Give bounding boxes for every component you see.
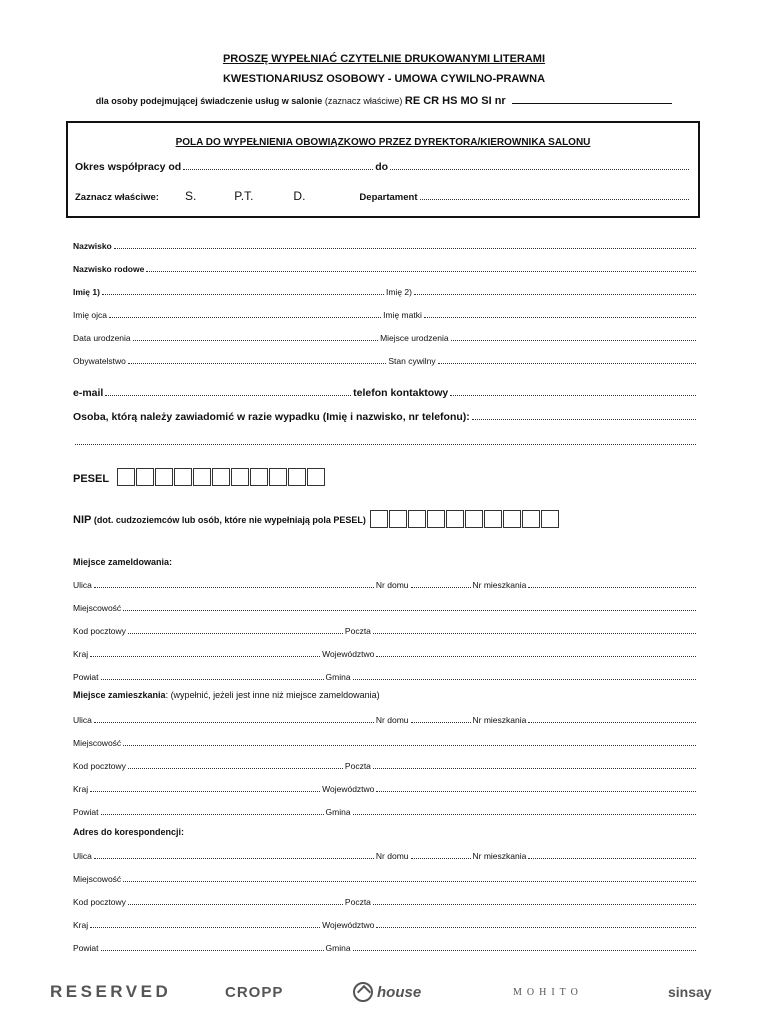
director-section [66, 121, 700, 218]
pesel-row [73, 468, 326, 486]
residence-post-office-label: Poczta [344, 761, 371, 771]
registered-voivodeship-label: Województwo [322, 649, 375, 659]
maiden-name-label: Nazwisko rodowe [73, 264, 145, 274]
nip-digit-box[interactable] [370, 510, 388, 528]
residence-flat-no-field[interactable] [528, 715, 696, 723]
option-d[interactable]: D. [293, 189, 306, 203]
pesel-digit-box[interactable] [288, 468, 306, 486]
period-from-label: Okres współpracy od [75, 161, 182, 173]
birth-date-field[interactable] [133, 333, 378, 341]
registered-post-office-field[interactable] [373, 626, 696, 634]
phone-field[interactable] [450, 388, 696, 396]
house-mark-icon [353, 982, 373, 1002]
registered-city-row [73, 603, 698, 613]
residence-voivodeship-field[interactable] [376, 784, 696, 792]
salon-codes: RE CR HS MO SI nr [404, 95, 506, 107]
correspondence-street-row [73, 851, 698, 861]
house-logo [353, 975, 421, 1009]
correspondence-commune-label: Gmina [325, 943, 351, 953]
nip-boxes [370, 510, 560, 528]
nip-note: (dot. cudzoziemców lub osób, które nie wypełniają pola PESEL) [91, 515, 366, 525]
correspondence-flat-no-field[interactable] [528, 851, 696, 859]
pesel-label: PESEL [73, 473, 110, 485]
citizenship-label: Obywatelstwo [73, 356, 126, 366]
registered-house-no-label: Nr domu [375, 580, 409, 590]
brand-logos [0, 975, 768, 1009]
residence-street-field[interactable] [94, 715, 374, 723]
nip-digit-box[interactable] [484, 510, 502, 528]
emergency-field[interactable] [472, 412, 696, 420]
emergency-field-2[interactable] [75, 437, 696, 445]
residence-address-section-note: : (wypełnić, jeżeli jest inne niż miejsce zameldowania) [165, 690, 380, 700]
pesel-boxes [117, 468, 326, 486]
cooperation-period-row [75, 161, 691, 173]
parents-row [73, 310, 698, 320]
residence-postal-row [73, 761, 698, 771]
period-to-field[interactable] [390, 162, 689, 170]
correspondence-county-field[interactable] [101, 943, 324, 951]
residence-address-section-title: Miejsce zamieszkania [73, 690, 166, 700]
correspondence-country-label: Kraj [73, 920, 89, 930]
marital-status-field[interactable] [438, 356, 696, 364]
registered-post-office-label: Poczta [344, 626, 371, 636]
residence-city-row [73, 738, 698, 748]
registered-voivodeship-field[interactable] [376, 649, 696, 657]
registered-county-field[interactable] [101, 672, 324, 680]
pesel-digit-box[interactable] [250, 468, 268, 486]
pesel-digit-box[interactable] [155, 468, 173, 486]
subtitle-text: dla osoby podejmującej świadczenie usług w salonie [95, 96, 323, 106]
residence-country-field[interactable] [90, 784, 320, 792]
residence-postal-code-label: Kod pocztowy [73, 761, 126, 771]
residence-county-field[interactable] [101, 807, 324, 815]
cropp-logo: CROPP [225, 983, 284, 1001]
maiden-name-row [73, 264, 698, 274]
phone-label: telefon kontaktowy [353, 387, 449, 399]
nip-digit-box[interactable] [503, 510, 521, 528]
residence-voivodeship-label: Województwo [322, 784, 375, 794]
subtitle-note: (zaznacz właściwe) [324, 96, 403, 106]
correspondence-post-office-field[interactable] [373, 897, 696, 905]
pesel-digit-box[interactable] [193, 468, 211, 486]
correspondence-address-section [73, 827, 184, 837]
residence-commune-label: Gmina [325, 807, 351, 817]
residence-postal-code-field[interactable] [128, 761, 343, 769]
residence-country-label: Kraj [73, 784, 89, 794]
father-name-field[interactable] [109, 310, 381, 318]
pesel-digit-box[interactable] [231, 468, 249, 486]
pesel-digit-box[interactable] [136, 468, 154, 486]
house-logo-text: house [377, 983, 422, 1001]
nip-label: NIP (dot. cudzoziemców lub osób, które nie wypełniają pola PESEL) [73, 514, 366, 526]
first-name2-field[interactable] [414, 287, 696, 295]
nip-row [73, 510, 560, 528]
form-instruction-heading: PROSZĘ WYPEŁNIAĆ CZYTELNIE DRUKOWANYMI LITERAMI [222, 53, 546, 65]
registered-county-row [73, 672, 698, 682]
registered-country-field[interactable] [90, 649, 320, 657]
registered-city-field[interactable] [123, 603, 696, 611]
form-subtitle [0, 95, 768, 107]
first-name1-label: Imię 1) [73, 287, 100, 297]
emergency-row [73, 411, 698, 423]
residence-flat-no-label: Nr mieszkania [472, 715, 527, 725]
correspondence-city-label: Miejscowość [73, 874, 122, 884]
residence-county-row [73, 807, 698, 817]
citizenship-row [73, 356, 698, 366]
pesel-digit-box[interactable] [212, 468, 230, 486]
emergency-row-2 [73, 437, 698, 445]
registered-address-section [73, 557, 172, 567]
correspondence-flat-no-label: Nr mieszkania [472, 851, 527, 861]
birth-place-field[interactable] [451, 333, 696, 341]
mother-name-field[interactable] [424, 310, 696, 318]
residence-house-no-label: Nr domu [375, 715, 409, 725]
surname-label: Nazwisko [73, 241, 112, 251]
correspondence-city-row [73, 874, 698, 884]
correspondence-address-section-title: Adres do korespondencji: [73, 827, 185, 837]
nip-digit-box[interactable] [541, 510, 559, 528]
father-name-label: Imię ojca [73, 310, 108, 320]
registered-flat-no-label: Nr mieszkania [472, 580, 527, 590]
first-name1-field[interactable] [102, 287, 384, 295]
registered-postal-code-label: Kod pocztowy [73, 626, 126, 636]
correspondence-city-field[interactable] [123, 874, 696, 882]
correspondence-postal-code-label: Kod pocztowy [73, 897, 126, 907]
nip-digit-box[interactable] [408, 510, 426, 528]
correspondence-country-field[interactable] [90, 920, 320, 928]
surname-field[interactable] [114, 241, 696, 249]
sinsay-logo: sinsay [668, 984, 712, 1000]
correspondence-voivodeship-field[interactable] [376, 920, 696, 928]
correspondence-house-no-field[interactable] [411, 851, 471, 859]
nip-digit-box[interactable] [446, 510, 464, 528]
registered-street-field[interactable] [94, 580, 374, 588]
registered-country-row [73, 649, 698, 659]
emergency-label: Osoba, którą należy zawiadomić w razie wypadku (Imię i nazwisko, nr telefonu): [73, 411, 470, 423]
registered-street-row [73, 580, 698, 590]
birth-place-label: Miejsce urodzenia [380, 333, 449, 343]
maiden-name-field[interactable] [146, 264, 696, 272]
residence-address-section [73, 690, 380, 700]
correspondence-commune-field[interactable] [353, 943, 696, 951]
contact-row [73, 387, 698, 399]
residence-country-row [73, 784, 698, 794]
residence-house-no-field[interactable] [411, 715, 471, 723]
mohito-logo: MOHITO [513, 986, 583, 998]
registered-commune-field[interactable] [353, 672, 696, 680]
correspondence-house-no-label: Nr domu [375, 851, 409, 861]
email-field[interactable] [105, 388, 351, 396]
residence-city-field[interactable] [123, 738, 696, 746]
pesel-digit-box[interactable] [307, 468, 325, 486]
surname-row [73, 241, 698, 251]
correspondence-county-row [73, 943, 698, 953]
birth-row [73, 333, 698, 343]
salon-number-field[interactable] [512, 96, 672, 104]
correspondence-postal-code-field[interactable] [128, 897, 343, 905]
nip-digit-box[interactable] [427, 510, 445, 528]
reserved-logo: RESERVED [50, 982, 172, 1001]
marital-status-label: Stan cywilny [388, 356, 436, 366]
registered-country-label: Kraj [73, 649, 89, 659]
pesel-digit-box[interactable] [174, 468, 192, 486]
pesel-digit-box[interactable] [269, 468, 287, 486]
registered-postal-row [73, 626, 698, 636]
mark-label: Zaznacz właściwe: [75, 192, 159, 203]
registered-postal-code-field[interactable] [128, 626, 343, 634]
correspondence-country-row [73, 920, 698, 930]
first-names-row [73, 287, 698, 297]
nip-digit-box[interactable] [389, 510, 407, 528]
correspondence-post-office-label: Poczta [344, 897, 371, 907]
registered-house-no-field[interactable] [411, 580, 471, 588]
nip-digit-box[interactable] [465, 510, 483, 528]
registered-flat-no-field[interactable] [528, 580, 696, 588]
correspondence-street-label: Ulica [73, 851, 92, 861]
registered-street-label: Ulica [73, 580, 92, 590]
mother-name-label: Imię matki [383, 310, 422, 320]
residence-street-label: Ulica [73, 715, 92, 725]
residence-commune-field[interactable] [353, 807, 696, 815]
correspondence-county-label: Powiat [73, 943, 99, 953]
period-from-field[interactable] [183, 162, 373, 170]
period-to-label: do [375, 161, 389, 173]
email-label: e-mail [73, 387, 104, 399]
residence-city-label: Miejscowość [73, 738, 122, 748]
correspondence-voivodeship-label: Województwo [322, 920, 375, 930]
registered-address-section-title: Miejsce zameldowania: [73, 557, 173, 567]
option-pt[interactable]: P.T. [234, 189, 254, 203]
form-title: KWESTIONARIUSZ OSOBOWY - UMOWA CYWILNO-PRAWNA [222, 73, 546, 85]
residence-street-row [73, 715, 698, 725]
department-field[interactable] [420, 192, 690, 200]
department-label: Departament [359, 192, 418, 203]
correspondence-street-field[interactable] [94, 851, 374, 859]
nip-digit-box[interactable] [522, 510, 540, 528]
type-row [75, 189, 691, 203]
registered-commune-label: Gmina [325, 672, 351, 682]
first-name2-label: Imię 2) [385, 287, 412, 297]
pesel-digit-box[interactable] [117, 468, 135, 486]
residence-county-label: Powiat [73, 807, 99, 817]
residence-post-office-field[interactable] [373, 761, 696, 769]
director-section-title: POLA DO WYPEŁNIENIA OBOWIĄZKOWO PRZEZ DYREKTORA/KIEROWNIKA SALONU [175, 137, 591, 148]
correspondence-postal-row [73, 897, 698, 907]
citizenship-field[interactable] [128, 356, 386, 364]
registered-city-label: Miejscowość [73, 603, 122, 613]
option-s[interactable]: S. [184, 189, 197, 203]
birth-date-label: Data urodzenia [73, 333, 131, 343]
registered-county-label: Powiat [73, 672, 99, 682]
